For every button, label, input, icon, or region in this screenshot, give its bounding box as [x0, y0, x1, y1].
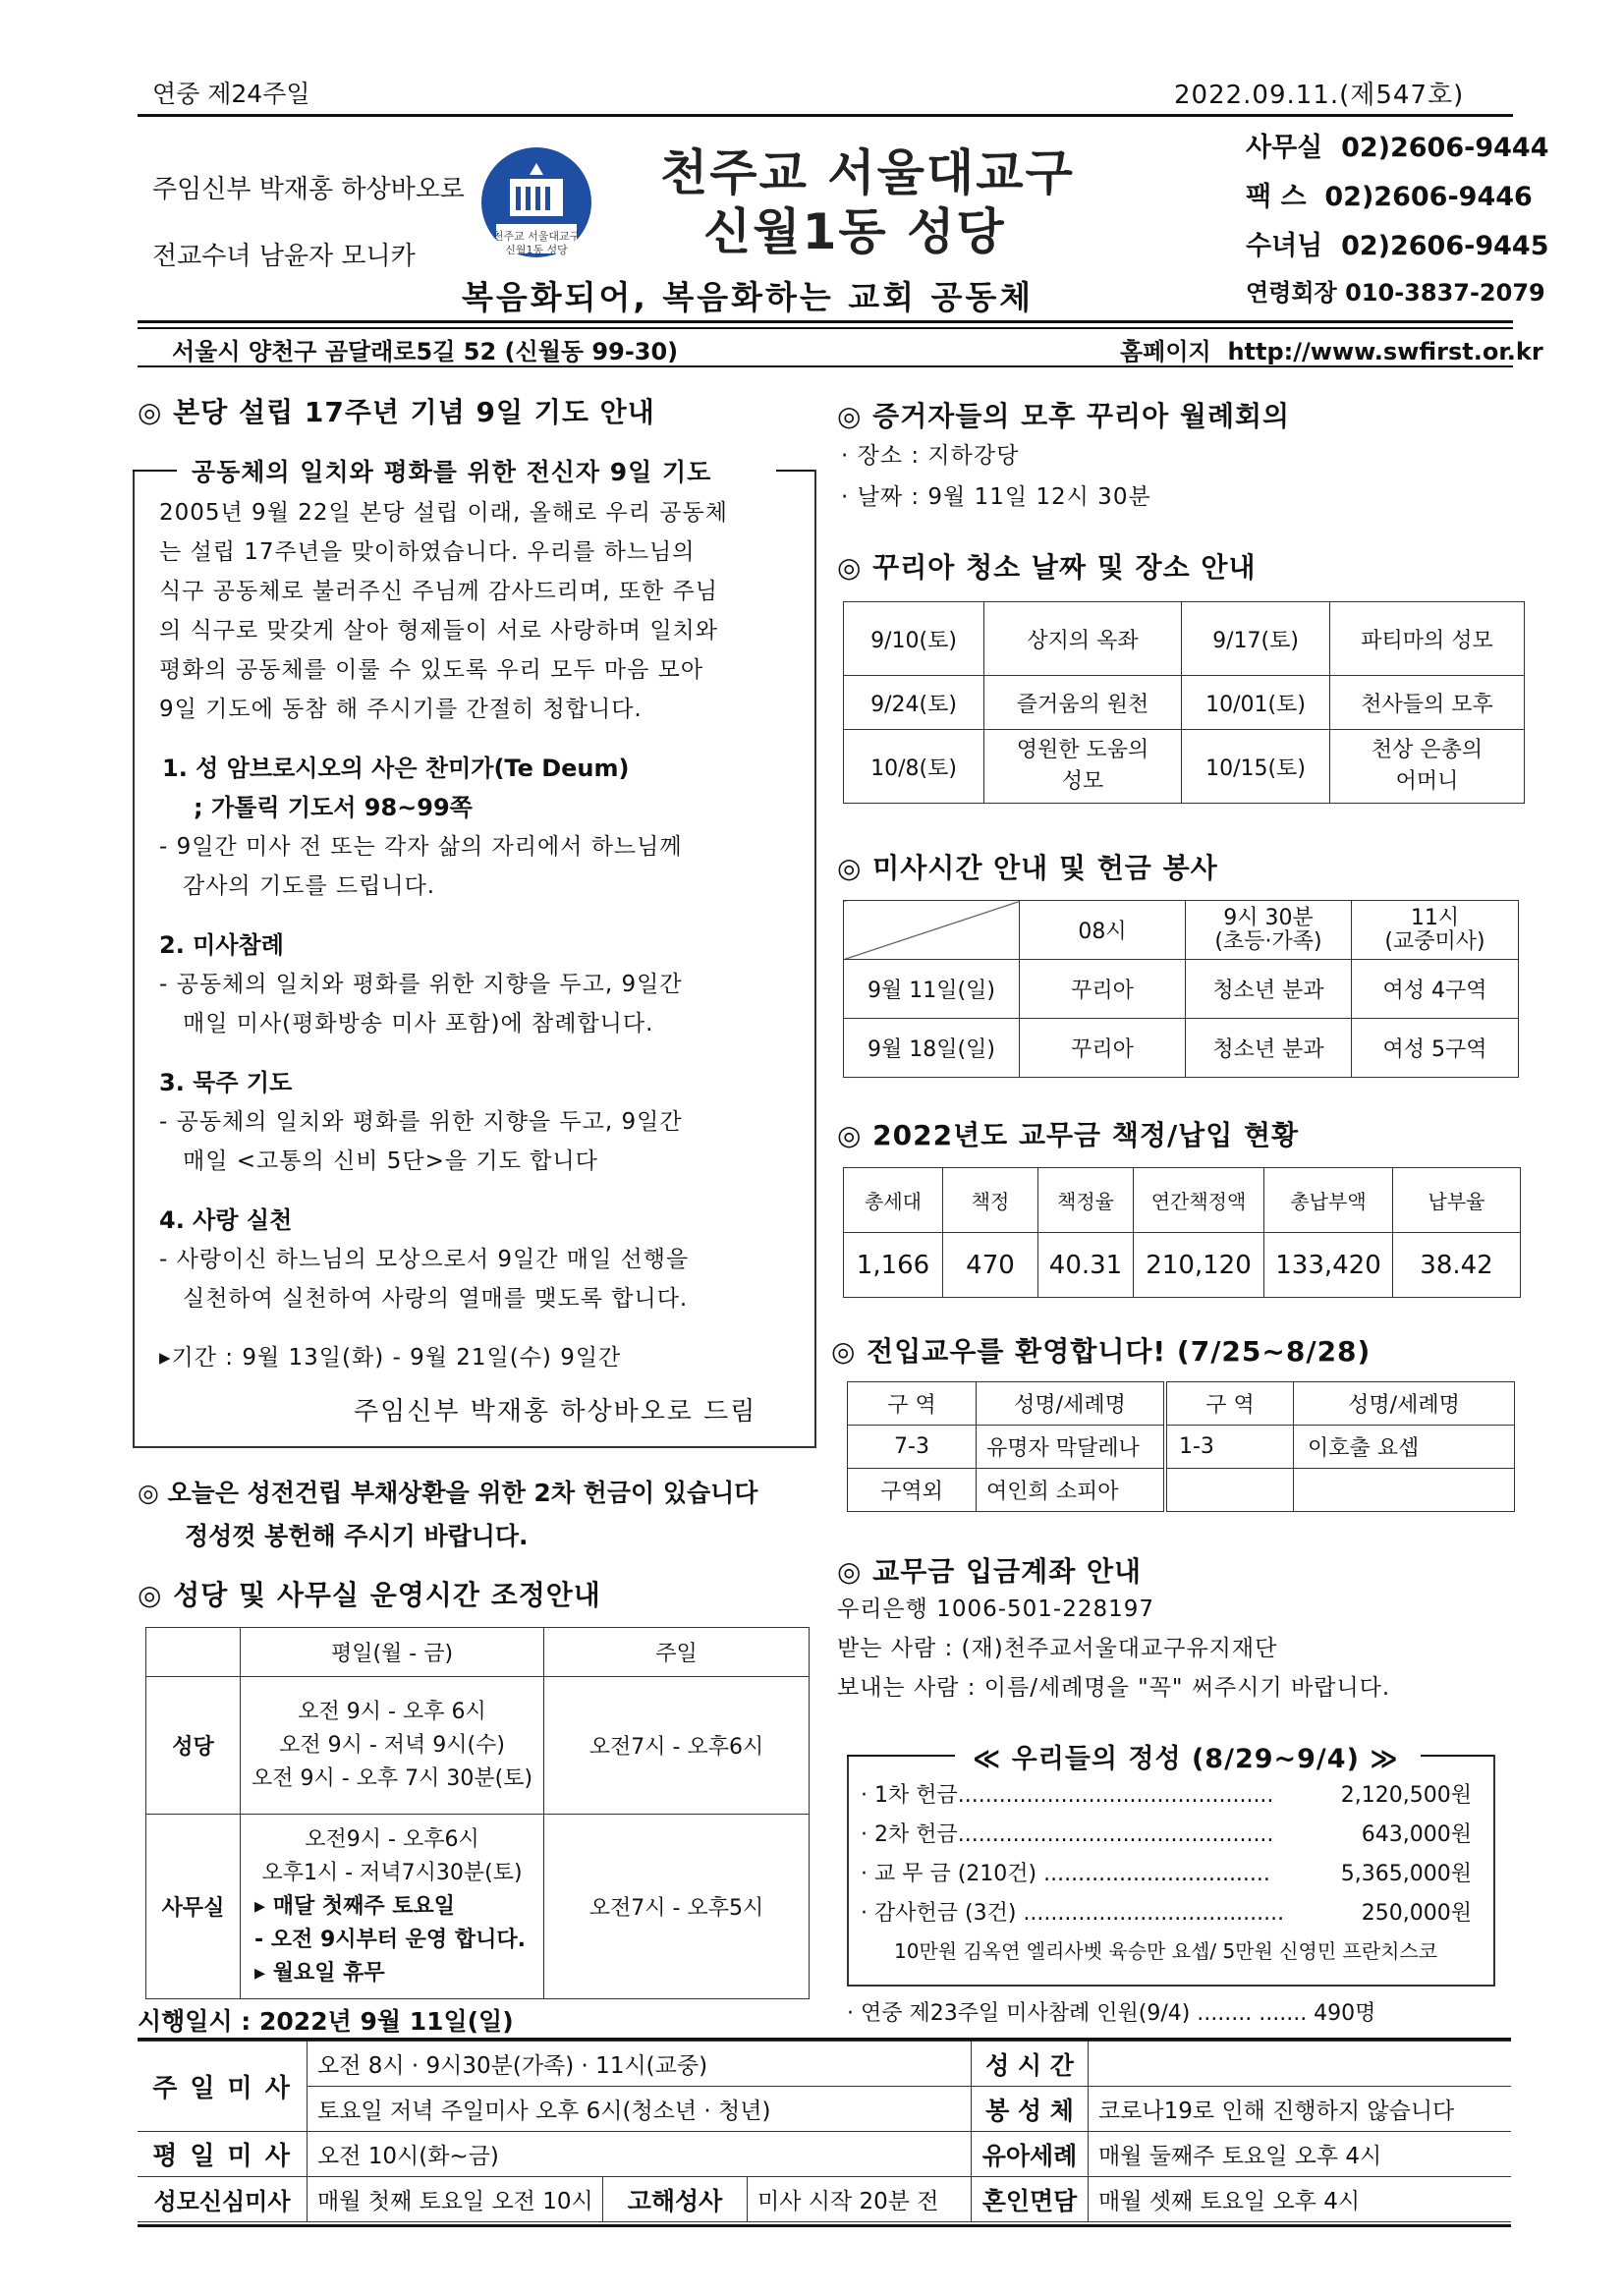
contact-funeral: 연령회장 010-3837-2079 — [1246, 279, 1545, 307]
schedule-bottom-rule — [138, 2224, 1511, 2227]
prayer-intro: 2005년 9월 22일 본당 설립 이래, 올해로 우리 공동체 는 설립 17주년을 맞이하였습니다. 우리를 하느님의 식구 공동체로 불러주신 주님께 감사드리며, 또한 주님 의 식구로 맞갖게 살아 형제들이 서로 사랑하며 일치와 평화의 공동체를 이룰 수 있도록 우리 모두 마음 모아 9일 기도에 동참 해 주시기를 간절히 청합니다. — [159, 500, 728, 722]
hours-church-sunday: 오전7시 - 오후6시 — [544, 1677, 810, 1815]
logo-caption-1: 천주교 서울대교구 — [492, 230, 581, 243]
header-rule-1 — [138, 320, 1513, 323]
mass-service-table: 08시 9시 30분 (초등·가족) 11시 (교중미사) 9월 11일(일) 꾸리아 청소년 분과 여성 4구역 9월 18일(일) 꾸리아 청소년 분과 여성 5구역 — [843, 900, 1519, 1078]
pastor-name: 주임신부 박재홍 하상바오로 — [152, 175, 465, 204]
schedule-marriage: 매월 셋째 토요일 오후 4시 — [1089, 2177, 1512, 2222]
offering-list — [861, 1778, 1485, 1964]
offering-item: · 2차 헌금.............................................. 643,000원 — [861, 1818, 1485, 1857]
church-title-1: 천주교 서울대교구 — [660, 144, 1075, 201]
newcomers-title: ◎ 전입교우를 환영합니다! (7/25~8/28) — [831, 1335, 1372, 1368]
schedule-confession-label: 고해성사 — [603, 2177, 748, 2222]
offering-item: · 감사헌금 (3건) ...................................... 250,000원 — [861, 1896, 1485, 1935]
prayer-period: ▸기간 : 9월 13일(화) - 9월 21일(수) 9일간 — [159, 1345, 622, 1371]
hours-title: ◎ 성당 및 사무실 운영시간 조정안내 — [138, 1579, 601, 1611]
parish-logo — [476, 145, 596, 265]
mass-service-row: 9월 18일(일) 꾸리아 청소년 분과 여성 5구역 — [844, 1019, 1519, 1078]
hours-church-weekday: 오전 9시 - 오후 6시 오전 9시 - 저녁 9시(수) 오전 9시 - 오후 7시 30분(토) — [241, 1677, 544, 1815]
dues-table: 총세대 책정 책정율 연간책정액 총납부액 납부율 1,166 470 40.31 210,120 133,420 38.42 — [843, 1167, 1521, 1298]
schedule-weekday-label: 평 일 미 사 — [138, 2132, 308, 2177]
cleaning-table — [843, 601, 1525, 804]
homepage-link[interactable]: http://www.swfirst.or.kr — [1227, 338, 1543, 365]
sister-name: 전교수녀 남윤자 모니카 — [152, 242, 416, 271]
hours-head-empty — [146, 1628, 241, 1677]
prayer-item-1: 1. 성 암브로시오의 사은 찬미가(Te Deum) ; 가톨릭 기도서 98~99쪽 - 9일간 미사 전 또는 각자 삶의 자리에서 하느님께 감사의 기도를 드립니다. — [159, 755, 683, 899]
schedule-anointing: 코로나19로 인해 진행하지 않습니다 — [1089, 2087, 1512, 2132]
header-rule-3 — [138, 365, 1513, 367]
newcomers-row: 구역외 여인희 소피아 — [848, 1469, 1515, 1512]
offering-item: · 1차 헌금.............................................. 2,120,500원 — [861, 1778, 1485, 1818]
homepage: 홈페이지 http://www.swfirst.or.kr — [1120, 338, 1543, 365]
newcomers-table: 구 역 성명/세례명 구 역 성명/세례명 7-3 유명자 막달레나 1-3 이호출 요셉 구역외 여인희 소피아 — [847, 1381, 1515, 1512]
prayer-signature: 주임신부 박재홍 하상바오로 드림 — [354, 1397, 757, 1427]
schedule-baptism: 매월 둘째주 토요일 오후 4시 — [1089, 2132, 1512, 2177]
schedule-adoration-label: 성 시 간 — [972, 2042, 1089, 2087]
contact-office: 사무실 02)2606-9444 — [1246, 133, 1549, 163]
schedule-sunday-label: 주 일 미 사 — [138, 2042, 308, 2132]
address: 서울시 양천구 곰달래로5길 52 (신월동 99-30) — [172, 338, 679, 365]
prayer-title: ◎ 본당 설립 17주년 기념 9일 기도 안내 — [138, 396, 655, 428]
schedule-adoration — [1089, 2042, 1512, 2087]
account-receiver: 받는 사람 : (재)천주교서울대교구유지재단 — [837, 1636, 1278, 1661]
offering-item: · 교 무 금 (210건) ................................. 5,365,000원 — [861, 1857, 1485, 1896]
header-rule-2 — [138, 327, 1513, 329]
contact-fax: 팩 스 02)2606-9446 — [1246, 182, 1533, 212]
mass-service-row: 9월 11일(일) 꾸리아 청소년 분과 여성 4구역 — [844, 960, 1519, 1019]
newcomers-row: 7-3 유명자 막달레나 1-3 이호출 요셉 — [848, 1426, 1515, 1469]
cleaning-row: 9/24(토) 즐거움의 원천 10/01(토) 천사들의 모후 — [844, 676, 1525, 730]
account-bank: 우리은행 1006-501-228197 — [837, 1596, 1155, 1622]
church-title-2: 신월1동 성당 — [703, 203, 1006, 260]
schedule-confession: 미사 시작 20분 전 — [748, 2177, 972, 2222]
hours-office-weekday: 오전9시 - 오후6시 오후1시 - 저녁7시30분(토) ▸ 매달 첫째주 토요일 - 오전 9시부터 운영 합니다. ▸ 월요일 휴무 — [241, 1815, 544, 1999]
hours-office-label: 사무실 — [146, 1815, 241, 1999]
mass-service-title: ◎ 미사시간 안내 및 헌금 봉사 — [837, 852, 1218, 884]
contact-list — [1246, 126, 1549, 322]
prayer-item-4: 4. 사랑 실천 - 사랑이신 하느님의 모상으로서 9일간 매일 선행을 실천하여 실천하여 사랑의 열매를 맺도록 합니다. — [159, 1206, 690, 1312]
prayer-box-title: 공동체의 일치와 평화를 위한 전신자 9일 기도 — [192, 458, 712, 486]
cleaning-row: 10/8(토) 영원한 도움의 성모 10/15(토) 천상 은총의 어머니 — [844, 730, 1525, 804]
mass-service-diagonal — [844, 901, 1020, 960]
header-top-rule — [138, 114, 1513, 117]
contact-sister: 수녀님 02)2606-9445 — [1246, 231, 1549, 261]
week-label: 연중 제24주일 — [152, 80, 310, 108]
second-collection-notice: ◎ 오늘은 성전건립 부채상환을 위한 2차 헌금이 있습니다 정성껏 봉헌해 주시기 바랍니다. — [138, 1479, 758, 1550]
witness-place: · 장소 : 지하강당 — [841, 443, 1020, 469]
prayer-box-top-left — [133, 470, 177, 472]
schedule-marriage-label: 혼인면담 — [972, 2177, 1089, 2222]
hours-head-sunday: 주일 — [544, 1628, 810, 1677]
offering-title: ≪ 우리들의 정성 (8/29~9/4) ≫ — [973, 1744, 1399, 1774]
schedule-weekday: 오전 10시(화~금) — [308, 2132, 972, 2177]
schedule-baptism-label: 유아세례 — [972, 2132, 1089, 2177]
prayer-item-3: 3. 묵주 기도 - 공동체의 일치와 평화를 위한 지향을 두고, 9일간 매일 <고통의 신비 5단>을 기도 합니다 — [159, 1069, 683, 1174]
hours-office-sunday: 오전7시 - 오후5시 — [544, 1815, 810, 1999]
prayer-box-top-right — [776, 470, 814, 472]
prayer-item-2: 2. 미사참례 - 공동체의 일치와 평화를 위한 지향을 두고, 9일간 매일 미사(평화방송 미사 포함)에 참례합니다. — [159, 931, 683, 1036]
account-sender: 보내는 사람 : 이름/세례명을 "꼭" 써주시기 바랍니다. — [837, 1675, 1391, 1701]
schedule-heart: 매월 첫째 토요일 오전 10시 — [308, 2177, 603, 2222]
offering-box-top-left — [847, 1755, 955, 1757]
schedule-table — [138, 2041, 1511, 2222]
logo-caption-2: 신월1동 성당 — [505, 244, 568, 256]
offering-donors: 10만원 김옥연 엘리사벳 육승만 요셉/ 5만원 신영민 프란치스코 — [894, 1939, 1438, 1963]
witness-date: · 날짜 : 9월 11일 12시 30분 — [841, 484, 1151, 510]
schedule-anointing-label: 봉 성 체 — [972, 2087, 1089, 2132]
schedule-sunday-2: 토요일 저녁 주일미사 오후 6시(청소년 · 청년) — [308, 2087, 972, 2132]
issue-date: 2022.09.11.(제547호) — [1174, 81, 1465, 110]
schedule-heart-label: 성모신심미사 — [138, 2177, 308, 2222]
hours-table — [145, 1627, 810, 1999]
witness-title: ◎ 증거자들의 모후 꾸리아 월례회의 — [837, 400, 1291, 432]
slogan: 복음화되어, 복음화하는 교회 공동체 — [462, 278, 1035, 316]
hours-church-label: 성당 — [146, 1677, 241, 1815]
offering-box-top-right — [1421, 1755, 1493, 1757]
schedule-sunday-1: 오전 8시 · 9시30분(가족) · 11시(교중) — [308, 2042, 972, 2087]
account-title: ◎ 교무금 입금계좌 안내 — [837, 1555, 1143, 1588]
hours-effective-date: 시행일시 : 2022년 9월 11일(일) — [138, 2007, 514, 2036]
dues-title: ◎ 2022년도 교무금 책정/납입 현황 — [837, 1119, 1300, 1151]
hours-head-weekday: 평일(월 - 금) — [241, 1628, 544, 1677]
attendance: · 연중 제23주일 미사참례 인원(9/4) ........ ....... 490명 — [847, 2001, 1376, 2026]
cleaning-title: ◎ 꾸리아 청소 날짜 및 장소 안내 — [837, 551, 1257, 584]
cleaning-row: 9/10(토) 상지의 옥좌 9/17(토) 파티마의 성모 — [844, 602, 1525, 676]
